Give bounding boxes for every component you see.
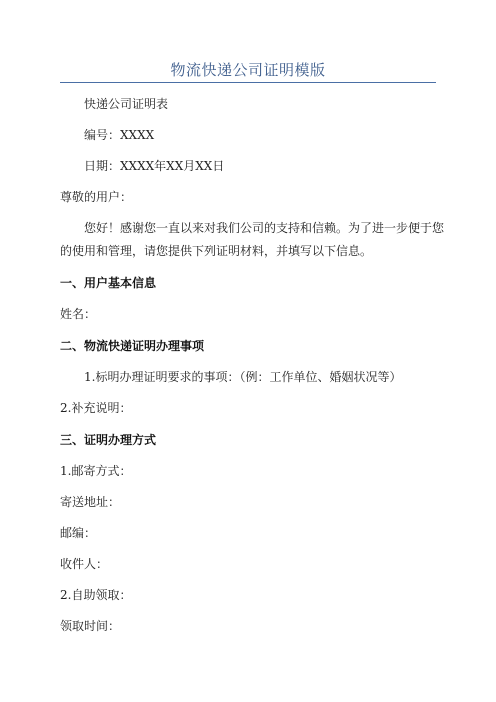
pickup-method-label: 2.自助领取：: [60, 588, 132, 602]
name-field-label: 姓名：: [60, 307, 97, 321]
address-field-label: 寄送地址：: [60, 495, 121, 509]
section-2-item-1: 1.标明办理证明要求的事项：（例：工作单位、婚姻状况等）: [84, 370, 402, 384]
pickup-time-field-label: 领取时间：: [60, 619, 121, 633]
document-date: 日期：XXXX年XX月XX日: [84, 159, 225, 173]
postcode-field-label: 邮编：: [60, 526, 97, 540]
recipient-field-label: 收件人：: [60, 557, 109, 571]
document-number: 编号：XXXX: [84, 128, 155, 142]
mail-method-label: 1.邮寄方式：: [60, 464, 132, 478]
greeting: 尊敬的用户：: [60, 190, 133, 204]
section-1-heading: 一、用户基本信息: [60, 276, 157, 290]
intro-line-1: 您好！感谢您一直以来对我们公司的支持和信赖。为了进一步便于您: [84, 221, 445, 235]
document-title: 物流快递公司证明模版: [170, 61, 326, 79]
intro-line-2: 的使用和管理，请您提供下列证明材料，并填写以下信息。: [60, 244, 373, 258]
form-name: 快递公司证明表: [84, 97, 169, 111]
section-2-item-2: 2.补充说明：: [60, 401, 132, 415]
section-3-heading: 三、证明办理方式: [60, 433, 157, 447]
section-2-heading: 二、物流快递证明办理事项: [60, 339, 205, 353]
title-underline: [60, 82, 436, 83]
